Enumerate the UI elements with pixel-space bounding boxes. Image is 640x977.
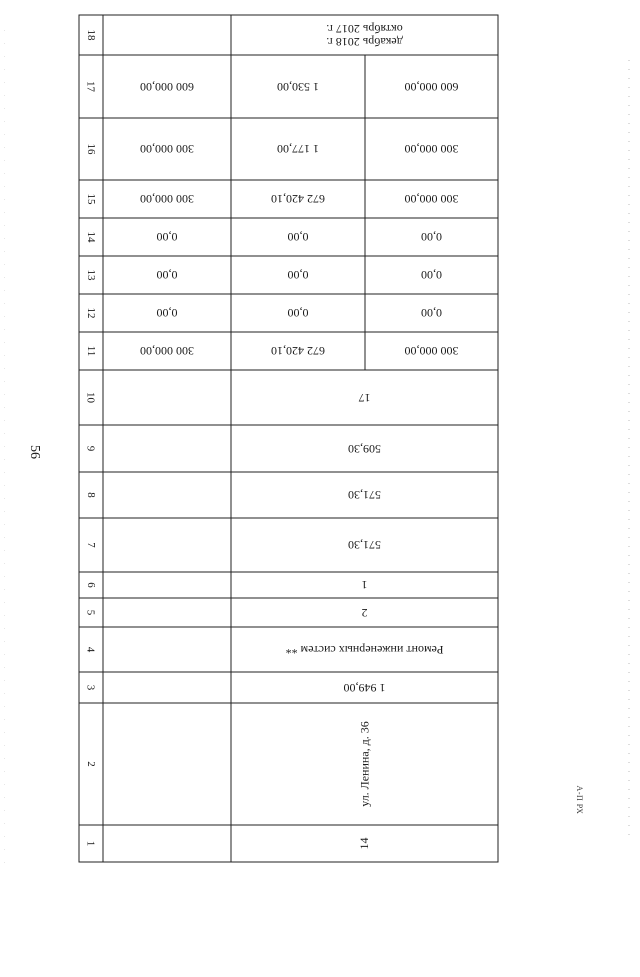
cell-col12-a: 0,00 <box>156 306 178 321</box>
column-header-12: 12 <box>85 307 97 319</box>
column-header-9: 9 <box>85 445 97 452</box>
column-header-17: 17 <box>85 81 97 92</box>
period-line-2: декабрь 2018 г. <box>326 35 403 49</box>
cell-col6: 1 <box>361 578 368 593</box>
cell-col15-b: 672 420,10 <box>271 192 325 207</box>
cell-col16-b: 1 177,00 <box>277 142 319 157</box>
cell-work-type: Ремонт инженерных систем ** <box>285 643 444 657</box>
column-header-6: 6 <box>85 582 97 588</box>
cell-col13-b: 0,00 <box>287 268 309 283</box>
cell-col8: 571,30 <box>348 488 381 503</box>
cell-col7: 571,30 <box>348 538 381 553</box>
cell-col10: 17 <box>358 391 371 405</box>
column-header-8: 8 <box>85 492 97 498</box>
cell-col17-b: 1 530,00 <box>277 80 319 94</box>
cell-col17-c: 600 000,00 <box>404 80 459 94</box>
cell-area: 1 949,00 <box>343 681 386 695</box>
cell-col11-a: 300 000,00 <box>140 344 194 359</box>
cell-col9: 509,30 <box>348 442 381 456</box>
column-header-4: 4 <box>85 646 97 653</box>
cell-col12-c: 0,00 <box>421 306 442 321</box>
column-header-10: 10 <box>85 392 97 403</box>
column-header-14: 14 <box>85 231 97 243</box>
cell-col14-a: 0,00 <box>156 230 178 245</box>
cell-col11-c: 300 000,00 <box>404 344 459 359</box>
column-header-5: 5 <box>85 609 97 616</box>
column-header-18: 18 <box>85 29 97 41</box>
column-header-13: 13 <box>85 269 97 281</box>
column-header-3: 3 <box>85 684 97 691</box>
cell-address: ул. Ленина, д. 36 <box>357 721 371 807</box>
column-header-7: 7 <box>85 542 97 548</box>
cell-number: 14 <box>357 837 371 850</box>
column-header-2: 2 <box>85 761 97 767</box>
cell-col5: 2 <box>361 606 368 620</box>
cell-col17-a: 600 000,00 <box>140 80 194 94</box>
column-header-11: 11 <box>85 345 97 357</box>
cell-completion-period <box>231 15 498 55</box>
column-header-16: 16 <box>85 143 97 155</box>
cell-col12-b: 0,00 <box>287 306 309 321</box>
cell-col14-b: 0,00 <box>287 230 309 245</box>
cell-col15-c: 300 000,00 <box>404 192 459 207</box>
cell-col13-a: 0,00 <box>156 268 178 283</box>
period-line-1: октябрь 2017 г. <box>326 22 403 36</box>
page-number: 56 <box>27 445 42 459</box>
column-header-15: 15 <box>85 193 97 205</box>
column-header-1: 1 <box>85 840 97 847</box>
cell-col13-c: 0,00 <box>421 268 442 283</box>
cell-col16-a: 300 000,00 <box>140 142 194 157</box>
cell-col15-a: 300 000,00 <box>140 192 194 207</box>
cell-col16-c: 300 000,00 <box>404 142 459 157</box>
cell-col14-c: 0,00 <box>421 230 442 245</box>
footer-mark: А-П РХ <box>575 785 585 815</box>
cell-col11-b: 672 420,10 <box>271 344 325 359</box>
